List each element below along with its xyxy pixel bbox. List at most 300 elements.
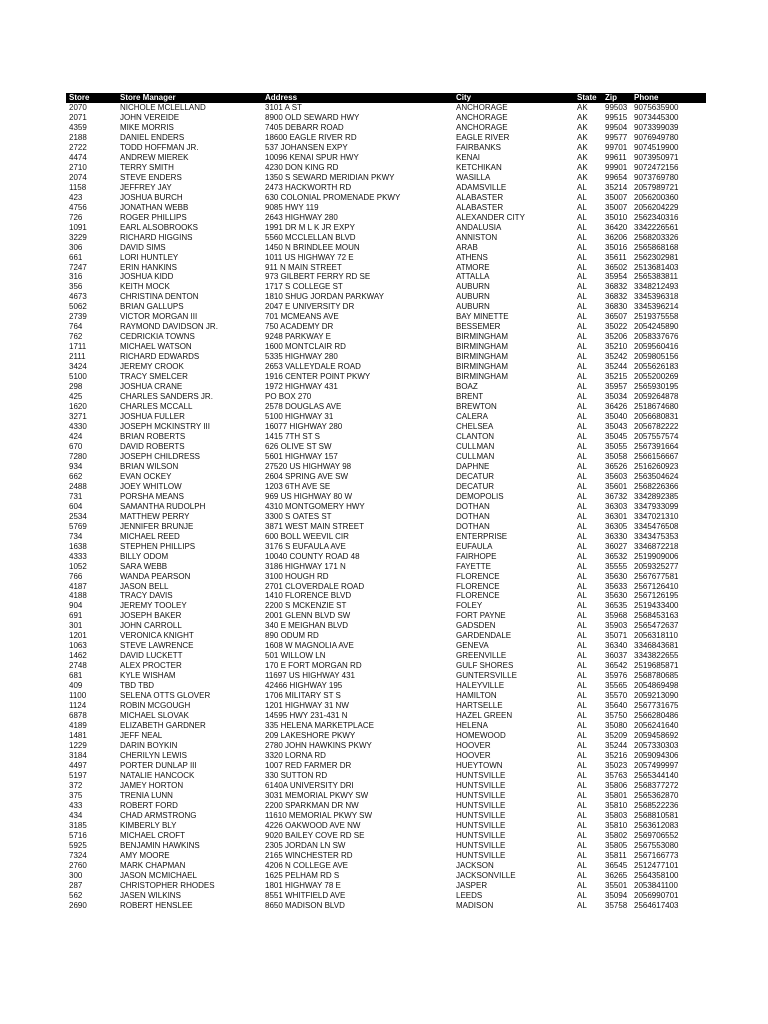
city-cell: BIRMINGHAM	[456, 352, 508, 362]
city-cell: BIRMINGHAM	[456, 372, 508, 382]
zip-cell: 36027	[605, 541, 628, 551]
store-number-cell: 287	[69, 880, 83, 890]
store-number-cell: 4756	[69, 202, 87, 212]
store-number-cell: 2690	[69, 900, 87, 910]
zip-cell: 35565	[605, 681, 628, 691]
address-cell: 11610 MEMORIAL PKWY SW	[265, 810, 372, 820]
store-manager-cell: CHARLES MCCALL	[120, 402, 193, 412]
table-row	[66, 292, 706, 302]
store-manager-cell: MIKE MORRIS	[120, 122, 174, 132]
city-cell: AUBURN	[456, 282, 490, 292]
address-cell: 3100 HOUGH RD	[265, 571, 329, 581]
zip-cell: 99503	[605, 103, 628, 112]
city-cell: CALERA	[456, 412, 489, 422]
state-cell: AL	[577, 242, 587, 252]
phone-cell: 2516260923	[634, 461, 679, 471]
state-cell: AL	[577, 352, 587, 362]
zip-cell: 35242	[605, 352, 628, 362]
store-manager-cell: DANIEL ENDERS	[120, 132, 185, 142]
store-manager-cell: BRIAN WILSON	[120, 461, 179, 471]
store-number-cell: 1091	[69, 222, 87, 232]
store-number-cell: 7247	[69, 262, 87, 272]
city-cell: ANCHORAGE	[456, 103, 508, 112]
state-cell: AL	[577, 850, 587, 860]
phone-cell: 2057989721	[634, 182, 679, 192]
store-manager-cell: KYLE WISHAM	[120, 671, 176, 681]
table-row	[66, 532, 706, 542]
zip-cell: 35007	[605, 192, 628, 202]
state-cell: AL	[577, 641, 587, 651]
zip-cell: 35630	[605, 591, 628, 601]
address-cell: 170 E FORT MORGAN RD	[265, 661, 362, 671]
table-row	[66, 542, 706, 552]
store-number-cell: 2188	[69, 132, 87, 142]
store-number-cell: 3271	[69, 412, 87, 422]
phone-cell: 2056318110	[634, 631, 678, 641]
address-cell: 27520 US HIGHWAY 98	[265, 461, 352, 471]
phone-cell: 2059094306	[634, 750, 679, 760]
address-cell: 10096 KENAI SPUR HWY	[265, 152, 359, 162]
phone-cell: 2056990701	[634, 890, 679, 900]
phone-cell: 2059458692	[634, 731, 679, 741]
state-cell: AL	[577, 860, 587, 870]
store-number-cell: 4187	[69, 581, 87, 591]
table-row	[66, 881, 706, 891]
zip-cell: 35043	[605, 422, 628, 431]
zip-cell: 35016	[605, 242, 628, 252]
city-cell: GUNTERSVILLE	[456, 671, 517, 681]
state-cell: AL	[577, 631, 587, 641]
city-cell: FAIRBANKS	[456, 142, 501, 152]
store-number-cell: 934	[69, 461, 83, 471]
store-manager-cell: JOSEPH BAKER	[120, 611, 182, 621]
store-manager-cell: MARK CHAPMAN	[120, 860, 186, 870]
store-number-cell: 2710	[69, 162, 87, 172]
store-manager-cell: JOHN VEREIDE	[120, 112, 180, 122]
store-manager-cell: KEITH MOCK	[120, 282, 170, 292]
zip-cell: 36206	[605, 232, 628, 242]
store-manager-cell: ANDREW MIEREK	[120, 152, 189, 162]
store-manager-cell: NATALIE HANCOCK	[120, 770, 195, 780]
header-row	[66, 93, 706, 103]
state-cell: AL	[577, 461, 587, 471]
state-cell: AL	[577, 382, 587, 392]
address-cell: 1801 HIGHWAY 78 E	[265, 880, 341, 890]
address-cell: 3031 MEMORIAL PKWY SW	[265, 790, 369, 800]
store-number-cell: 726	[69, 212, 83, 222]
zip-cell: 36330	[605, 531, 628, 541]
address-cell: 2653 VALLEYDALE ROAD	[265, 362, 361, 372]
phone-cell: 3348212493	[634, 282, 679, 292]
store-number-cell: 4189	[69, 721, 87, 731]
state-cell: AK	[577, 172, 588, 182]
address-cell: 18600 EAGLE RIVER RD	[265, 132, 357, 142]
store-manager-cell: VERONICA KNIGHT	[120, 631, 194, 641]
address-cell: 2165 WINCHESTER RD	[265, 850, 353, 860]
city-cell: JACKSONVILLE	[456, 870, 516, 880]
store-manager-cell: JONATHAN WEBB	[120, 202, 189, 212]
address-cell: 2701 CLOVERDALE ROAD	[265, 581, 365, 591]
table-row	[66, 621, 706, 631]
phone-cell: 2567677581	[634, 571, 679, 581]
address-cell: 1450 N BRINDLEE MOUN	[265, 242, 360, 252]
store-number-cell: 3424	[69, 362, 87, 372]
table-row	[66, 332, 706, 342]
state-cell: AL	[577, 322, 587, 332]
table-row	[66, 123, 706, 133]
zip-cell: 99515	[605, 112, 628, 122]
state-cell: AK	[577, 152, 588, 162]
store-manager-cell: MICHAEL WATSON	[120, 342, 192, 352]
store-manager-cell: RICHARD EDWARDS	[120, 352, 200, 362]
state-cell: AL	[577, 312, 587, 322]
table-row	[66, 452, 706, 462]
address-cell: 1625 PELHAM RD S	[265, 870, 340, 880]
phone-cell: 2059560416	[634, 342, 679, 352]
store-number-cell: 6878	[69, 711, 87, 721]
store-manager-cell: LORI HUNTLEY	[120, 252, 179, 262]
store-number-cell: 4474	[69, 152, 87, 162]
state-cell: AL	[577, 531, 587, 541]
address-cell: 600 BOLL WEEVIL CIR	[265, 531, 349, 541]
store-table	[66, 93, 706, 910]
phone-cell: 2519685871	[634, 661, 679, 671]
phone-cell: 2513681403	[634, 262, 679, 272]
phone-cell: 2565868168	[634, 242, 679, 252]
zip-cell: 35640	[605, 701, 628, 711]
zip-cell: 36535	[605, 601, 628, 611]
state-cell: AL	[577, 262, 587, 272]
store-manager-cell: PORTER DUNLAP III	[120, 760, 197, 770]
table-row	[66, 462, 706, 472]
table-row	[66, 322, 706, 332]
state-cell: AL	[577, 890, 587, 900]
state-cell: AL	[577, 810, 587, 820]
address-cell: 209 LAKESHORE PKWY	[265, 731, 356, 741]
table-body	[66, 103, 706, 910]
store-manager-cell: BRIAN ROBERTS	[120, 431, 186, 441]
address-cell: 2200 S MCKENZIE ST	[265, 601, 347, 611]
table-row	[66, 233, 706, 243]
table-row	[66, 282, 706, 292]
address-cell: 3176 S EUFAULA AVE	[265, 541, 346, 551]
table-row	[66, 661, 706, 671]
store-number-cell: 434	[69, 810, 83, 820]
table-row	[66, 901, 706, 911]
state-cell: AL	[577, 591, 587, 601]
state-cell: AL	[577, 561, 587, 571]
address-cell: 4310 MONTGOMERY HWY	[265, 501, 365, 511]
zip-cell: 35080	[605, 721, 628, 731]
table-row	[66, 562, 706, 572]
address-cell: 2200 SPARKMAN DR NW	[265, 800, 359, 810]
city-cell: GREENVILLE	[456, 651, 507, 661]
city-cell: HELENA	[456, 721, 489, 731]
phone-cell: 2519433400	[634, 601, 679, 611]
store-manager-cell: CHRISTOPHER RHODES	[120, 880, 215, 890]
store-manager-cell: JOEY WHITLOW	[120, 481, 182, 491]
address-cell: 330 SUTTON RD	[265, 770, 328, 780]
city-cell: ALABASTER	[456, 202, 504, 212]
address-cell: 537 JOHANSEN EXPY	[265, 142, 348, 152]
city-cell: GULF SHORES	[456, 661, 514, 671]
zip-cell: 99504	[605, 122, 628, 132]
phone-cell: 2055200269	[634, 372, 679, 382]
store-manager-cell: EARL ALSOBROOKS	[120, 222, 198, 232]
city-cell: FOLEY	[456, 601, 483, 611]
table-row	[66, 272, 706, 282]
store-number-cell: 766	[69, 571, 83, 581]
address-cell: 4206 N COLLEGE AVE	[265, 860, 349, 870]
store-number-cell: 425	[69, 392, 83, 402]
state-cell: AL	[577, 830, 587, 840]
column-header-store: Store	[66, 93, 117, 103]
store-manager-cell: SELENA OTTS GLOVER	[120, 691, 211, 701]
phone-cell: 2567126410	[634, 581, 679, 591]
address-cell: 1810 SHUG JORDAN PARKWAY	[265, 292, 384, 302]
address-cell: 3871 WEST MAIN STREET	[265, 521, 364, 531]
city-cell: ATHENS	[456, 252, 488, 262]
table-row	[66, 711, 706, 721]
zip-cell: 36305	[605, 521, 628, 531]
phone-cell: 2565472637	[634, 621, 679, 631]
zip-cell: 36542	[605, 661, 628, 671]
address-cell: 1201 HIGHWAY 31 NW	[265, 701, 349, 711]
zip-cell: 35055	[605, 441, 628, 451]
city-cell: DOTHAN	[456, 501, 490, 511]
zip-cell: 35007	[605, 202, 628, 212]
city-cell: HAMILTON	[456, 691, 497, 701]
phone-cell: 2059805156	[634, 352, 679, 362]
state-cell: AL	[577, 402, 587, 412]
address-cell: 1011 US HIGHWAY 72 E	[265, 252, 354, 262]
zip-cell: 35010	[605, 212, 628, 222]
city-cell: ANCHORAGE	[456, 122, 508, 132]
store-number-cell: 5100	[69, 372, 87, 382]
zip-cell: 35903	[605, 621, 628, 631]
store-directory-document	[66, 93, 706, 910]
city-cell: HUNTSVILLE	[456, 810, 506, 820]
phone-cell: 3345396214	[634, 302, 679, 312]
store-manager-cell: CHRISTINA DENTON	[120, 292, 199, 302]
zip-cell: 99611	[605, 152, 627, 162]
zip-cell: 99577	[605, 132, 628, 142]
table-row	[66, 183, 706, 193]
state-cell: AK	[577, 112, 588, 122]
city-cell: CULLMAN	[456, 451, 495, 461]
store-number-cell: 301	[69, 621, 83, 631]
zip-cell: 35976	[605, 671, 628, 681]
store-manager-cell: RICHARD HIGGINS	[120, 232, 193, 242]
store-number-cell: 4333	[69, 551, 87, 561]
state-cell: AL	[577, 621, 587, 631]
city-cell: FORT PAYNE	[456, 611, 506, 621]
table-row	[66, 611, 706, 621]
state-cell: AL	[577, 202, 587, 212]
phone-cell: 2564617403	[634, 900, 679, 910]
store-manager-cell: MATTHEW PERRY	[120, 511, 190, 521]
phone-cell: 2059264878	[634, 392, 679, 402]
store-number-cell: 1052	[69, 561, 87, 571]
phone-cell: 9076949780	[634, 132, 679, 142]
state-cell: AL	[577, 800, 587, 810]
store-number-cell: 2070	[69, 103, 87, 112]
city-cell: HUNTSVILLE	[456, 770, 506, 780]
state-cell: AL	[577, 721, 587, 731]
state-cell: AL	[577, 551, 587, 561]
store-number-cell: 356	[69, 282, 83, 292]
address-cell: 7405 DEBARR ROAD	[265, 122, 344, 132]
store-number-cell: 2071	[69, 112, 87, 122]
store-number-cell: 1124	[69, 701, 87, 711]
state-cell: AL	[577, 511, 587, 521]
table-row	[66, 512, 706, 522]
phone-cell: 2057557574	[634, 431, 679, 441]
store-number-cell: 433	[69, 800, 83, 810]
phone-cell: 2512477101	[634, 860, 679, 870]
state-cell: AL	[577, 302, 587, 312]
store-manager-cell: CEDRICKIA TOWNS	[120, 332, 195, 342]
store-number-cell: 691	[69, 611, 83, 621]
zip-cell: 36732	[605, 491, 628, 501]
store-manager-cell: VICTOR MORGAN III	[120, 312, 198, 322]
city-cell: BIRMINGHAM	[456, 332, 508, 342]
state-cell: AL	[577, 501, 587, 511]
zip-cell: 36502	[605, 262, 628, 272]
city-cell: HUNTSVILLE	[456, 820, 506, 830]
table-row	[66, 791, 706, 801]
table-row	[66, 382, 706, 392]
store-number-cell: 2488	[69, 481, 87, 491]
store-number-cell: 3184	[69, 750, 87, 760]
store-manager-cell: ERIN HANKINS	[120, 262, 177, 272]
city-cell: HUNTSVILLE	[456, 800, 506, 810]
address-cell: 969 US HIGHWAY 80 W	[265, 491, 352, 501]
table-row	[66, 472, 706, 482]
zip-cell: 36526	[605, 461, 628, 471]
zip-cell: 35957	[605, 382, 628, 392]
zip-cell: 35803	[605, 810, 628, 820]
state-cell: AK	[577, 142, 588, 152]
store-manager-cell: AMY MOORE	[120, 850, 170, 860]
city-cell: DOTHAN	[456, 511, 490, 521]
zip-cell: 36507	[605, 312, 628, 322]
phone-cell: 3343822655	[634, 651, 679, 661]
state-cell: AL	[577, 212, 587, 222]
address-cell: 3320 LORNA RD	[265, 750, 326, 760]
store-manager-cell: MICHAEL SLOVAK	[120, 711, 189, 721]
phone-cell: 3342892385	[634, 491, 679, 501]
address-cell: 2305 JORDAN LN SW	[265, 840, 346, 850]
city-cell: FLORENCE	[456, 591, 500, 601]
store-number-cell: 7280	[69, 451, 87, 461]
store-number-cell: 4359	[69, 122, 87, 132]
phone-cell: 2567731675	[634, 701, 679, 711]
store-number-cell: 661	[69, 252, 83, 262]
address-cell: 1991 DR M L K JR EXPY	[265, 222, 355, 232]
zip-cell: 36830	[605, 302, 628, 312]
state-cell: AL	[577, 880, 587, 890]
store-number-cell: 2760	[69, 860, 87, 870]
state-cell: AK	[577, 132, 588, 142]
zip-cell: 35603	[605, 471, 628, 481]
table-row	[66, 203, 706, 213]
table-row	[66, 342, 706, 352]
zip-cell: 35633	[605, 581, 628, 591]
city-cell: BAY MINETTE	[456, 312, 509, 322]
store-manager-cell: JOSHUA FULLER	[120, 412, 185, 422]
store-number-cell: 298	[69, 382, 83, 392]
city-cell: AUBURN	[456, 292, 490, 302]
state-cell: AL	[577, 182, 587, 192]
zip-cell: 36420	[605, 222, 628, 232]
zip-cell: 35244	[605, 362, 628, 372]
city-cell: BESSEMER	[456, 322, 501, 332]
zip-cell: 35023	[605, 760, 628, 770]
city-cell: HUNTSVILLE	[456, 850, 506, 860]
table-row	[66, 492, 706, 502]
city-cell: ATMORE	[456, 262, 490, 272]
address-cell: 14595 HWY 231-431 N	[265, 711, 348, 721]
store-number-cell: 1711	[69, 342, 87, 352]
zip-cell: 35206	[605, 332, 628, 342]
phone-cell: 3346843681	[634, 641, 679, 651]
city-cell: GARDENDALE	[456, 631, 512, 641]
address-cell: 42466 HIGHWAY 195	[265, 681, 343, 691]
store-manager-cell: JOSEPH CHILDRESS	[120, 451, 201, 461]
city-cell: ARAB	[456, 242, 478, 252]
address-cell: 3300 S OATES ST	[265, 511, 332, 521]
phone-cell: 2564358100	[634, 870, 679, 880]
phone-cell: 3345476508	[634, 521, 679, 531]
address-cell: 6140A UNIVERSITY DRI	[265, 780, 354, 790]
store-manager-cell: BENJAMIN HAWKINS	[120, 840, 200, 850]
address-cell: 1608 W MAGNOLIA AVE	[265, 641, 354, 651]
phone-cell: 2057499997	[634, 760, 679, 770]
state-cell: AL	[577, 192, 587, 202]
state-cell: AL	[577, 760, 587, 770]
store-manager-cell: TRACY SMELCER	[120, 372, 188, 382]
city-cell: HAZEL GREEN	[456, 711, 513, 721]
state-cell: AL	[577, 611, 587, 621]
zip-cell: 99701	[605, 142, 628, 152]
city-cell: BRENT	[456, 392, 484, 402]
state-cell: AK	[577, 122, 588, 132]
city-cell: HARTSELLE	[456, 701, 503, 711]
zip-cell: 35216	[605, 750, 628, 760]
address-cell: 1916 CENTER POINT PKWY	[265, 372, 371, 382]
state-cell: AL	[577, 431, 587, 441]
zip-cell: 35763	[605, 770, 628, 780]
store-number-cell: 731	[69, 491, 83, 501]
store-manager-cell: JEREMY CROOK	[120, 362, 184, 372]
table-row	[66, 522, 706, 532]
store-manager-cell: TRACY DAVIS	[120, 591, 173, 601]
city-cell: JASPER	[456, 880, 488, 890]
zip-cell: 35071	[605, 631, 628, 641]
store-number-cell: 1638	[69, 541, 87, 551]
store-manager-cell: JASEN WILKINS	[120, 890, 181, 900]
store-number-cell: 1620	[69, 402, 87, 412]
phone-cell: 2565344140	[634, 770, 679, 780]
store-manager-cell: JOSHUA BURCH	[120, 192, 183, 202]
zip-cell: 35058	[605, 451, 628, 461]
address-cell: 1350 S SEWARD MERIDIAN PKWY	[265, 172, 395, 182]
store-manager-cell: SAMANTHA RUDOLPH	[120, 501, 206, 511]
state-cell: AL	[577, 362, 587, 372]
table-row	[66, 771, 706, 781]
store-number-cell: 681	[69, 671, 83, 681]
